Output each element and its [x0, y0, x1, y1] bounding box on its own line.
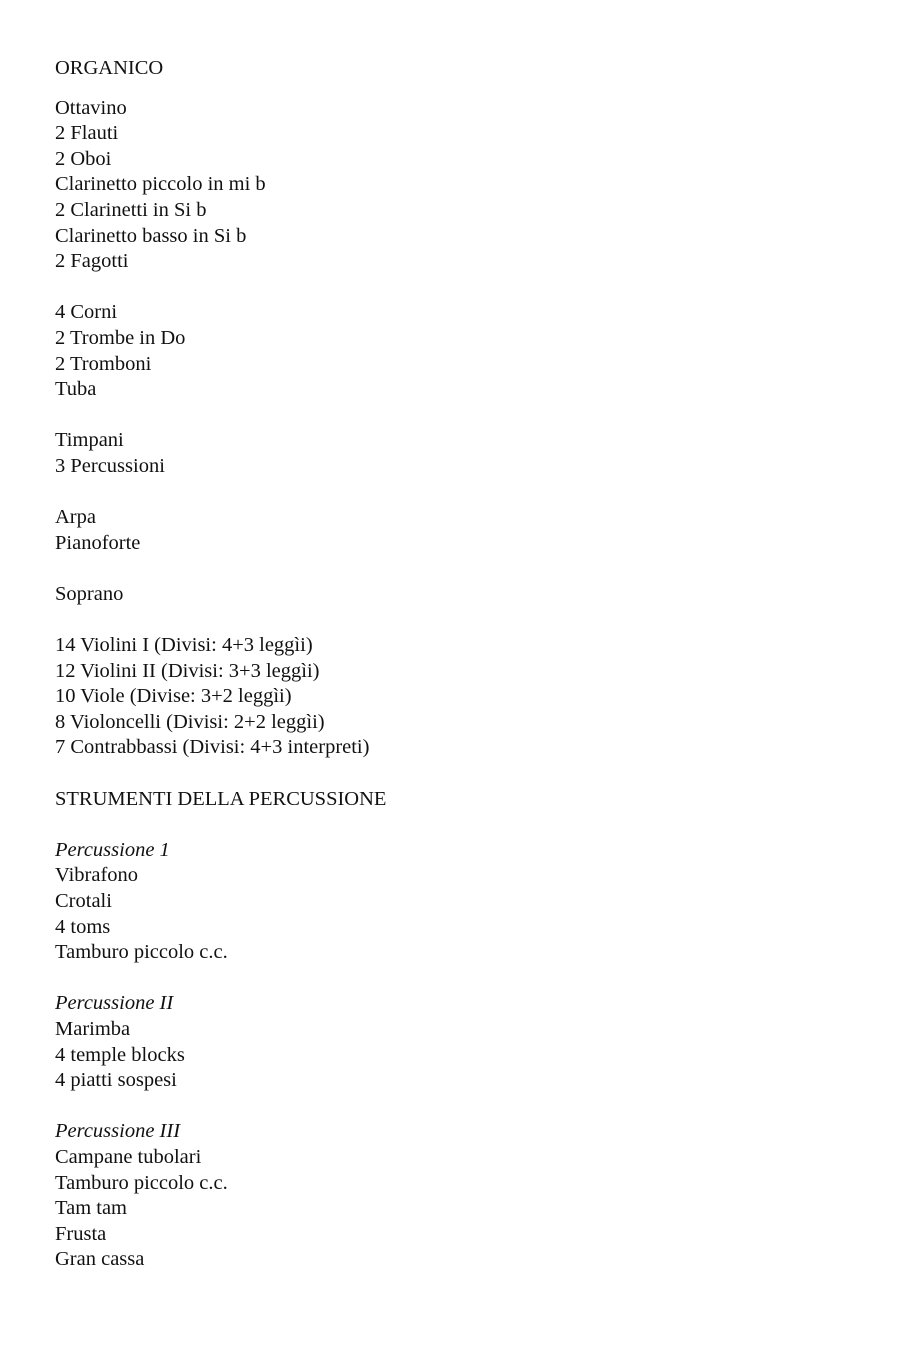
- instrument-line: 4 Corni: [55, 301, 118, 324]
- percussion-group-title: Percussione III: [55, 1120, 181, 1143]
- spacer: [55, 403, 855, 429]
- spacer: [55, 966, 855, 992]
- brass-list: [55, 300, 855, 402]
- instrument-line: 14 Violini I (Divisi: 4+3 leggìi): [55, 634, 313, 657]
- instrument-line: 2 Tromboni: [55, 352, 152, 375]
- percussion-item: 4 temple blocks: [55, 1043, 185, 1066]
- document-page: [55, 56, 855, 1273]
- percussion-item: 4 piatti sospesi: [55, 1069, 177, 1092]
- spacer: [55, 761, 855, 787]
- instrument-line: 8 Violoncelli (Divisi: 2+2 leggìi): [55, 710, 325, 733]
- spacer: [55, 1094, 855, 1120]
- strings-list: [55, 633, 855, 761]
- instrument-line: 2 Clarinetti in Si b: [55, 198, 207, 221]
- instrument-line: Timpani: [55, 429, 124, 452]
- instrument-line: 7 Contrabbassi (Divisi: 4+3 interpreti): [55, 736, 370, 759]
- spacer: [55, 556, 855, 582]
- instrument-line: Soprano: [55, 582, 124, 605]
- instrument-line: 2 Oboi: [55, 147, 112, 170]
- instrument-line: Ottavino: [55, 96, 127, 119]
- instrument-line: 12 Violini II (Divisi: 3+3 leggìi): [55, 659, 320, 682]
- voice-list: [55, 582, 855, 608]
- percussion-item: Vibrafono: [55, 864, 139, 887]
- percussion-item: 4 toms: [55, 915, 111, 938]
- percussion-item: Campane tubolari: [55, 1145, 202, 1168]
- percussion-group-2: [55, 991, 855, 1093]
- instrument-line: Tuba: [55, 378, 97, 401]
- keyboards-list: [55, 505, 855, 556]
- organico-title: ORGANICO: [55, 57, 164, 79]
- instrument-line: 2 Fagotti: [55, 250, 129, 273]
- instrument-line: 2 Trombe in Do: [55, 326, 186, 349]
- instrument-line: 10 Viole (Divise: 3+2 leggìi): [55, 685, 292, 708]
- percussion-item: Crotali: [55, 890, 112, 912]
- percussion-group-title: Percussione 1: [55, 838, 170, 861]
- instrument-line: Clarinetto piccolo in mi b: [55, 173, 266, 196]
- percussion-item: Tamburo piccolo c.c.: [55, 941, 228, 964]
- spacer: [55, 607, 855, 633]
- instrument-line: Pianoforte: [55, 531, 141, 554]
- percussion-list: [55, 428, 855, 479]
- percussion-group-3: [55, 1119, 855, 1273]
- percussion-item: Tam tam: [55, 1197, 128, 1220]
- spacer: [55, 480, 855, 506]
- percussion-item: Frusta: [55, 1222, 107, 1245]
- instrument-line: 2 Flauti: [55, 122, 119, 145]
- spacer: [55, 812, 855, 838]
- percussion-item: Gran cassa: [55, 1248, 145, 1271]
- percussion-item: Marimba: [55, 1017, 131, 1040]
- percussion-group-title: Percussione II: [55, 992, 174, 1015]
- percussion-group-1: [55, 838, 855, 966]
- spacer: [55, 275, 855, 301]
- instrument-line: 3 Percussioni: [55, 454, 165, 477]
- instrument-line: Clarinetto basso in Si b: [55, 224, 247, 247]
- percussion-item: Tamburo piccolo c.c.: [55, 1171, 228, 1194]
- woodwinds-list: [55, 96, 855, 275]
- instrument-line: Arpa: [55, 506, 96, 529]
- percussion-instruments-title: STRUMENTI DELLA PERCUSSIONE: [55, 787, 387, 810]
